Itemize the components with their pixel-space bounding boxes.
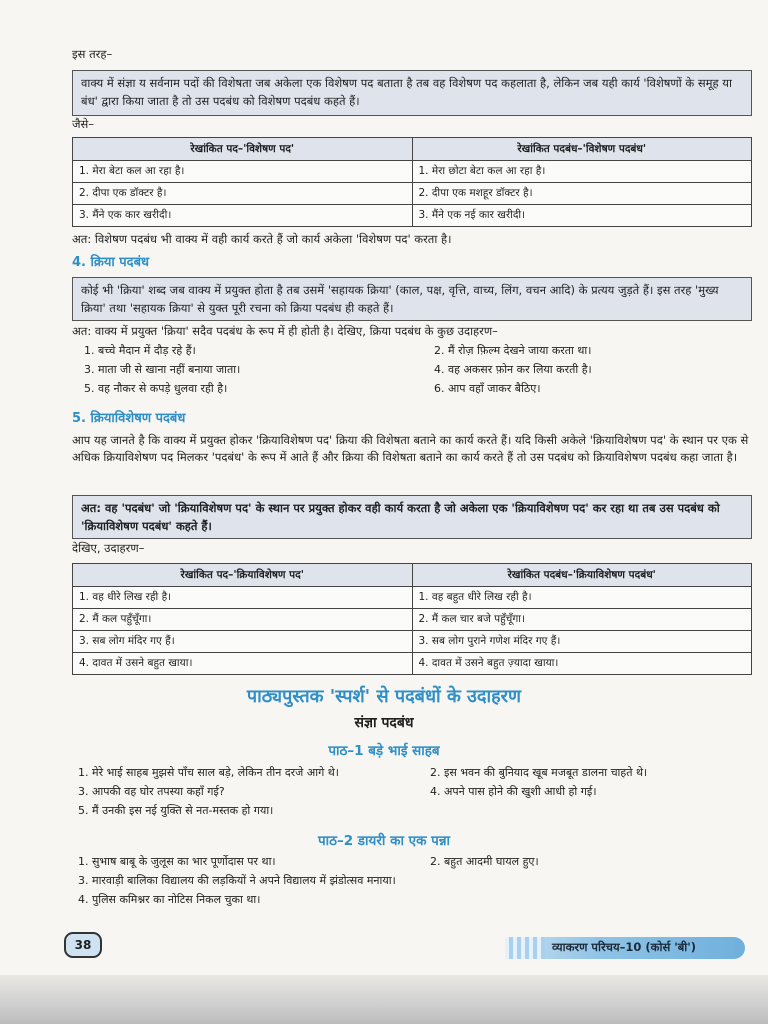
table-cell: 2. मैं कल पहुँचूँगा। [73, 609, 413, 631]
list-item: 3. आपकी वह घोर तपस्या कहाँ गई? [78, 785, 225, 798]
table-cell: 1. वह बहुत धीरे लिख रही है। [412, 587, 752, 609]
list-item: 1. सुभाष बाबू के जुलूस का भार पूर्णोदास पर था। [78, 855, 276, 868]
definition-box-kriyavisheshan: अत: वह 'पदबंध' जो 'क्रियाविशेषण पद' के स्थान पर प्रयुक्त होकर वही कार्य करता है जो अकेला एक 'क्रियाविशेषण पद' कर रहा था तब उस पदबंध को 'क्रियाविशेषण पदबंध' कहते हैं। [72, 495, 752, 539]
table-cell: 1. वह धीरे लिख रही है। [73, 587, 413, 609]
lesson2-title: पाठ–2 डायरी का एक पन्ना [317, 833, 451, 849]
footer-stripes [505, 937, 545, 959]
jaise-label: जैसे– [72, 117, 95, 131]
table-row [73, 161, 752, 183]
table-cell: 3. मैंने एक कार खरीदी। [73, 205, 413, 227]
dekhiye-label: देखिए, उदाहरण– [72, 541, 145, 555]
note-kriya: अत: वाक्य में प्रयुक्त 'क्रिया' सदैव पदबंध के रूप में ही होती है। देखिए, क्रिया पदबंध के कुछ उदाहरण– [72, 324, 498, 338]
table-header: रेखांकित पद–'क्रियाविशेषण पद' [73, 564, 413, 587]
lesson2-examples-right [430, 855, 755, 874]
kriyavisheshan-table [72, 563, 752, 675]
section-title: पाठ्यपुस्तक 'स्पर्श' से पदबंधों के उदाहरण [246, 686, 522, 707]
footer-book-title: व्याकरण परिचय–10 (कोर्स 'बी') [552, 940, 697, 954]
table-cell: 1. मेरा बेटा कल आ रहा है। [73, 161, 413, 183]
lesson2-examples-left-1 [78, 855, 438, 874]
list-item: 1. बच्चे मैदान में दौड़ रहे हैं। [84, 344, 196, 357]
table-row [73, 653, 752, 675]
visheshan-table [72, 137, 752, 227]
table-header: रेखांकित पद–'विशेषण पद' [73, 138, 413, 161]
table-cell: 3. मैंने एक नई कार खरीदी। [412, 205, 752, 227]
list-item: 2. बहुत आदमी घायल हुए। [430, 855, 539, 868]
kriya-examples-left [84, 344, 424, 401]
intro-text: इस तरह– [72, 47, 113, 61]
lesson1-title: पाठ–1 बड़े भाई साहब [328, 743, 440, 759]
table-cell: 2. मैं कल चार बजे पहुँचूँगा। [412, 609, 752, 631]
heading-kriyavisheshan-padbandh: 5. क्रियाविशेषण पदबंध [72, 411, 186, 426]
table-cell: 2. दीपा एक मशहूर डॉक्टर है। [412, 183, 752, 205]
lesson1-examples-right [430, 766, 755, 804]
table-header-row [73, 564, 752, 587]
page-bottom-edge [0, 975, 768, 1024]
page-number: 38 [64, 932, 102, 958]
table-cell: 2. दीपा एक डॉक्टर है। [73, 183, 413, 205]
table-cell: 4. दावत में उसने बहुत खाया। [73, 653, 413, 675]
list-item: 4. वह अकसर फ़ोन कर लिया करती है। [434, 363, 592, 376]
table-row [73, 205, 752, 227]
definition-box-kriya: कोई भी 'क्रिया' शब्द जब वाक्य में प्रयुक्त होता है तब उसमें 'सहायक क्रिया' (काल, पक्ष, वृत्ति, वाच्य, लिंग, वचन आदि) के प्रत्यय जुड़ते हैं। इस तरह 'मुख्य क्रिया' तथा 'सहायक क्रिया' से युक्त पूरी रचना को क्रिया पदबंध ही कहते हैं। [72, 277, 752, 321]
table-row [73, 631, 752, 653]
kriya-examples-right [434, 344, 754, 401]
table-cell: 3. सब लोग मंदिर गए हैं। [73, 631, 413, 653]
list-item: 5. मैं उनकी इस नई युक्ति से नत-मस्तक हो गया। [78, 804, 274, 817]
list-item: 2. इस भवन की बुनियाद खूब मजबूत डालना चाहते थे। [430, 766, 648, 779]
table-cell: 4. दावत में उसने बहुत ज़्यादा खाया। [412, 653, 752, 675]
list-item: 5. वह नौकर से कपड़े धुलवा रही है। [84, 382, 228, 395]
list-item: 3. मारवाड़ी बालिका विद्यालय की लड़कियों ने अपने विद्यालय में झंडोत्सव मनाया। [78, 874, 396, 887]
list-item: 6. आप वहाँ जाकर बैठिए। [434, 382, 541, 395]
table-header: रेखांकित पदबंध–'विशेषण पदबंध' [412, 138, 752, 161]
table-row [73, 183, 752, 205]
list-item: 1. मेरे भाई साहब मुझसे पाँच साल बड़े, लेकिन तीन दरजे आगे थे। [78, 766, 339, 779]
lesson1-examples-left [78, 766, 438, 823]
table-row [73, 587, 752, 609]
list-item: 2. मैं रोज़ फ़िल्म देखने जाया करता था। [434, 344, 592, 357]
list-item: 3. माता जी से खाना नहीं बनाया जाता। [84, 363, 241, 376]
section-subtitle: संज्ञा पदबंध [354, 715, 414, 731]
note-visheshan: अत: विशेषण पदबंध भी वाक्य में वही कार्य करते हैं जो कार्य अकेला 'विशेषण पद' करता है। [72, 232, 452, 246]
heading-kriya-padbandh: 4. क्रिया पदबंध [72, 255, 149, 270]
table-cell: 1. मेरा छोटा बेटा कल आ रहा है। [412, 161, 752, 183]
table-header: रेखांकित पदबंध–'क्रियाविशेषण पदबंध' [412, 564, 752, 587]
definition-box-visheshan: वाक्य में संज्ञा य सर्वनाम पदों की विशेषता जब अकेला एक विशेषण पद बताता है तब वह विशेषण पद कहलाता है, लेकिन जब यही कार्य 'विशेषणों के समूह या बंध' द्वारा किया जाता है तो उस पदबंध को विशेषण पदबंध कहते हैं। [72, 70, 752, 116]
list-item: 4. पुलिस कमिश्नर का नोटिस निकल चुका था। [78, 893, 261, 906]
lesson2-examples-left-2 [78, 874, 678, 912]
table-header-row [73, 138, 752, 161]
paragraph-kriyavisheshan: आप यह जानते है कि वाक्य में प्रयुक्त होकर 'क्रियाविशेषण पद' क्रिया की विशेषता बताने का कार्य करते हैं। यदि किसी अकेले 'क्रियाविशेषण पद' के स्थान पर एक से अधिक क्रियाविशेषण पद मिलकर 'पदबंध' के रूप में आते हैं और क्रिया की विशेषता बताने का कार्य करते हैं तो उस पदबंध को क्रियाविशेषण पदबंध कहा जाता है। [72, 433, 749, 465]
list-item: 4. अपने पास होने की खुशी आधी हो गई। [430, 785, 597, 798]
table-row [73, 609, 752, 631]
table-cell: 3. सब लोग पुराने गणेश मंदिर गए हैं। [412, 631, 752, 653]
